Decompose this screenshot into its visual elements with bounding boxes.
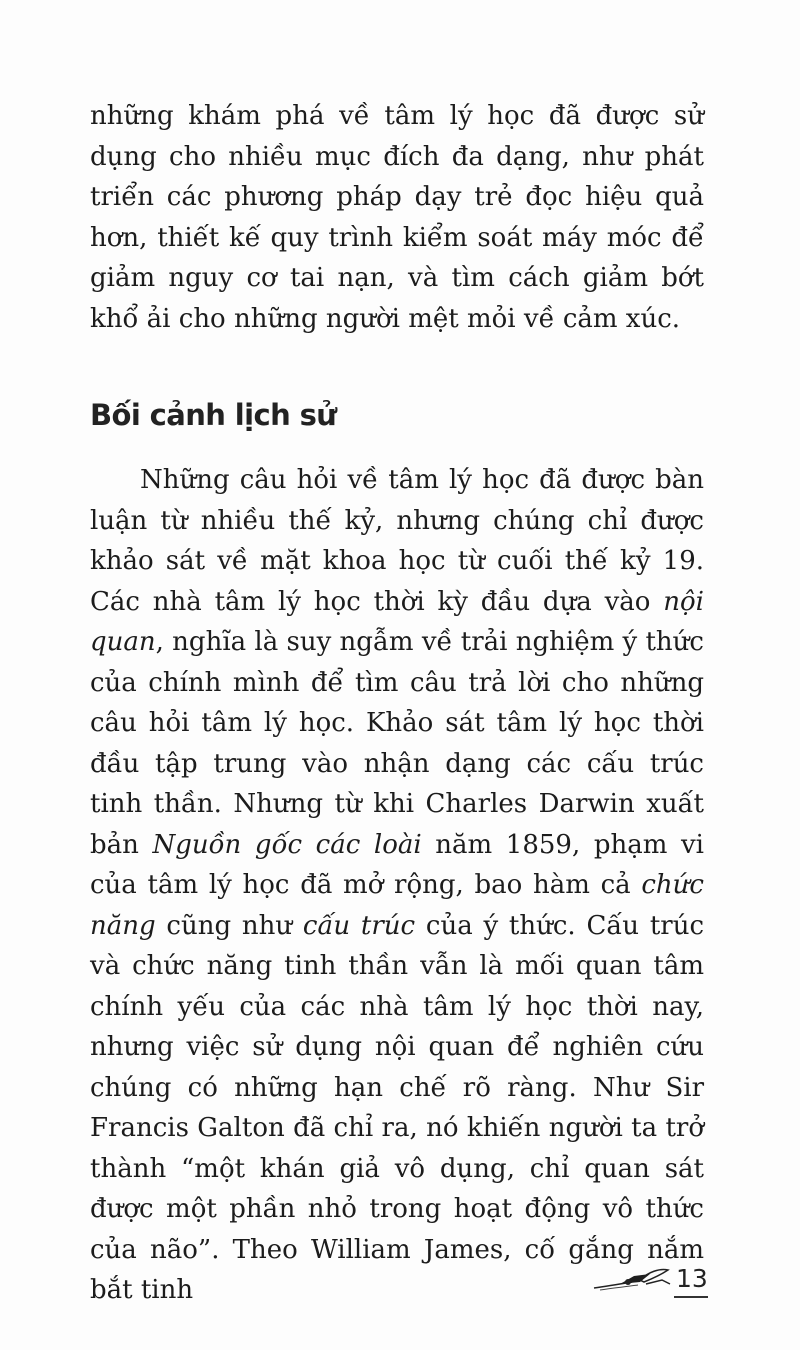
page-number: 13 xyxy=(676,1264,708,1293)
page-number-underline xyxy=(674,1296,708,1298)
quill-pen-ornament-icon xyxy=(590,1266,676,1296)
history-text-1: Những câu hỏi về tâm lý học đã được bàn luận từ nhiều thế kỷ, nhưng chúng chỉ được khảo sát về mặt khoa học từ cuối thế kỷ 19. Các nhà tâm lý học thời kỳ đầu dựa vào xyxy=(90,465,704,617)
term-function: chức năng xyxy=(90,870,704,941)
history-text-block xyxy=(90,460,704,1311)
term-structure: cấu trúc xyxy=(302,910,416,941)
intro-paragraph: những khám phá về tâm lý học đã được sử dụng cho nhiều mục đích đa dạng, như phát triển các phương pháp dạy trẻ đọc hiệu quả hơn, thiết kế quy trình kiểm soát máy móc để giảm nguy cơ tai nạn, và tìm cách giảm bớt khổ ải cho những người mệt mỏi về cảm xúc. xyxy=(90,101,704,334)
book-title-origin-of-species: Nguồn gốc các loài xyxy=(152,829,422,860)
history-text-3: năm 1859, phạm vi của tâm lý học đã mở rộng, bao hàm cả xyxy=(90,829,705,900)
page-footer xyxy=(590,1262,720,1302)
section-heading: Bối cảnh lịch sử xyxy=(90,398,337,432)
history-text-2: , nghĩa là suy ngẫm về trải nghiệm ý thức của chính mình để tìm câu trả lời cho những câu hỏi tâm lý học. Khảo sát tâm lý học thời đầu tập trung vào nhận dạng các cấu trúc tinh thần. Nhưng từ khi Charles Darwin xuất bản xyxy=(90,627,704,860)
term-introspection: nội quan xyxy=(90,586,704,657)
history-text-5: của ý thức. Cấu trúc và chức năng tinh thần vẫn là mối quan tâm chính yếu của các nhà tâm lý học thời nay, nhưng việc sử dụng nội quan để nghiên cứu chúng có những hạn chế rõ ràng. Như Sir Francis Galton đã chỉ ra, nó khiến người ta trở thành “một khán giả vô dụng, chỉ quan sát được một phần nhỏ trong hoạt động vô thức của não”. Theo William James, cố gắng nắm bắt tinh xyxy=(90,910,705,1305)
intro-text-block xyxy=(90,96,704,339)
history-text-4: cũng như xyxy=(155,910,303,941)
history-paragraph xyxy=(90,460,704,1311)
